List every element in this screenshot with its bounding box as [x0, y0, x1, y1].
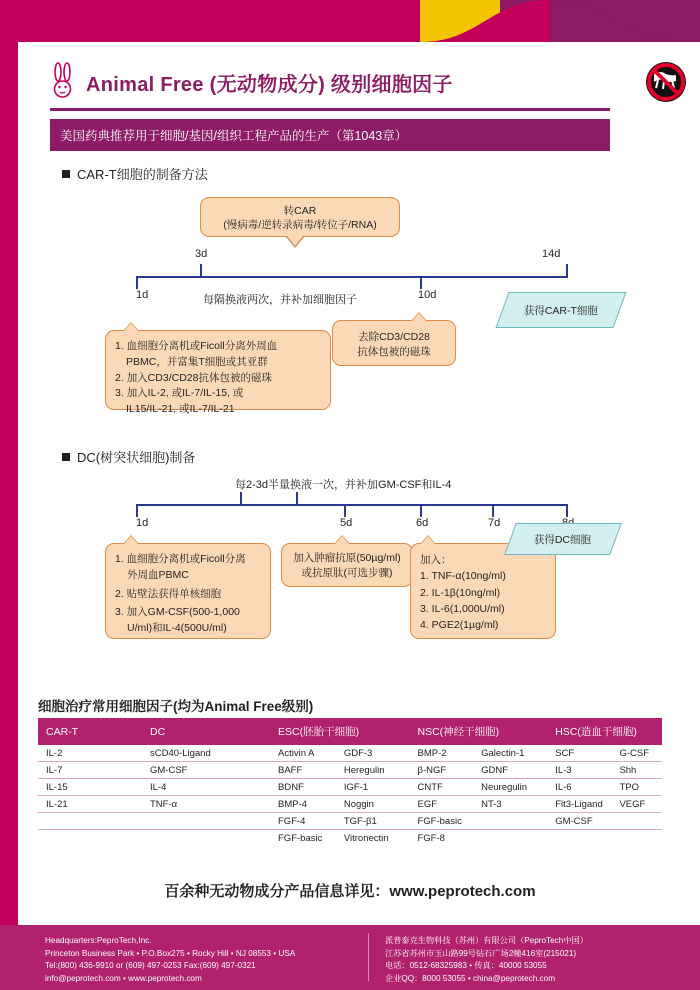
cell-nsc-a: BMP-2 — [409, 745, 473, 762]
cell-dc — [142, 813, 270, 830]
cell-nsc-a: EGF — [409, 796, 473, 813]
dc-antigen-callout: 加入肿瘤抗原(50µg/ml) 或抗原肽(可选步骤) — [281, 543, 413, 587]
car-t-label-10d: 10d — [418, 289, 437, 301]
table-body — [38, 745, 662, 846]
document-header — [50, 62, 650, 151]
cell-hsc-a: Flt3-Ligand — [547, 796, 611, 813]
car-t-result-label: 获得CAR-T细胞 — [523, 304, 599, 317]
cell-hsc-b — [611, 830, 662, 847]
dc-tick-8d — [566, 504, 568, 517]
dc-tick-a — [240, 492, 242, 505]
table-row — [38, 830, 662, 847]
cell-hsc-b: Shh — [611, 762, 662, 779]
car-t-tick-14d — [566, 264, 568, 277]
table-row — [38, 796, 662, 813]
footer-left-line-2: Princeton Business Park • P.O.Box275 • Rocky Hill • NJ 08553 • USA — [45, 948, 296, 958]
dc-timeline-line — [136, 504, 568, 506]
dc-result-diamond — [504, 523, 622, 555]
car-t-label-3d: 3d — [195, 248, 208, 260]
car-t-debead-callout: 去除CD3/CD28 抗体包被的磁珠 — [332, 320, 456, 366]
dc-label-6d: 6d — [416, 517, 429, 529]
dc-timeline-note: 每2-3d半量换液一次，并补加GM-CSF和IL-4 — [235, 479, 452, 491]
cell-hsc-b: VEGF — [611, 796, 662, 813]
dc-tick-6d — [420, 504, 422, 517]
cell-hsc-a: SCF — [547, 745, 611, 762]
left-edge-bar — [0, 0, 18, 990]
table-row — [38, 779, 662, 796]
car-t-tick-3d — [200, 264, 202, 277]
section-heading-text: CAR-T细胞的制备方法 — [77, 167, 208, 182]
cell-esc-b: IGF-1 — [336, 779, 410, 796]
car-t-label-1d: 1d — [136, 289, 149, 301]
cell-hsc-a — [547, 830, 611, 847]
cell-esc-a: Activin A — [270, 745, 336, 762]
car-t-step-1-line-2: PBMC，并富集T细胞或其亚群 — [126, 355, 268, 368]
dc-maturation-callout: 加入： 1. TNF-α(10ng/ml) 2. IL-1β(10ng/ml) 3. IL-6(1,000U/ml) 4. PGE2(1µg/ml) — [410, 543, 556, 639]
cell-hsc-a: GM-CSF — [547, 813, 611, 830]
car-t-timeline-note: 每隔换液两次，并补加细胞因子 — [203, 294, 357, 306]
table-row — [38, 762, 662, 779]
cell-nsc-b: Neuregulin — [473, 779, 547, 796]
cell-hsc-a: IL-3 — [547, 762, 611, 779]
dc-result-label: 获得DC细胞 — [534, 533, 592, 546]
car-t-step-3-line-2: IL15/IL-21, 或IL-7/IL-21 — [126, 403, 235, 415]
cell-nsc-a: CNTF — [409, 779, 473, 796]
cell-esc-b: GDF-3 — [336, 745, 410, 762]
cell-esc-a: FGF-basic — [278, 832, 323, 844]
cell-nsc-b: Galectin-1 — [473, 745, 547, 762]
cell-nsc-b — [473, 813, 547, 830]
table-header-nsc: NSC(神经干细胞) — [409, 718, 547, 745]
section-heading-text-dc: DC(树突状细胞)制备 — [77, 450, 196, 465]
section-heading-dc — [62, 447, 195, 466]
table-header-dc: DC — [142, 718, 270, 745]
car-t-step-2: 加入CD3/CD28抗体包被的磁珠 — [126, 371, 272, 384]
dc-step-callout-1: 1. 血细胞分离机或Ficoll分离 外周血PBMC 2. 贴壁法获得单核细胞 3. 加入GM-CSF(500-1,000 U/ml)和IL-4(500U/ml) — [105, 543, 271, 639]
title-underline — [50, 108, 610, 111]
cell-esc-a: BMP-4 — [270, 796, 336, 813]
page-footer — [0, 925, 700, 990]
table-header-esc: ESC(胚胎干细胞) — [270, 718, 409, 745]
cell-car-t: IL-7 — [38, 762, 142, 779]
dc-tick-5d — [344, 504, 346, 517]
cell-car-t: IL-21 — [38, 796, 142, 813]
rabbit-icon — [50, 62, 76, 102]
footer-left-line-3: Tel:(800) 436-9910 or (609) 497-0253 Fax:(609) 497-0321 — [45, 961, 256, 971]
cell-nsc-b — [473, 830, 547, 847]
footer-left-line-1: Headquarters:PeproTech,Inc. — [45, 936, 152, 945]
cell-esc-b: Heregulin — [336, 762, 410, 779]
table-row — [38, 745, 662, 762]
footer-right-line-3: 电话：0512-68325983 • 传真：40000 53055 — [385, 961, 547, 971]
header-bar-magenta — [0, 0, 420, 42]
cell-nsc-a: β-NGF — [409, 762, 473, 779]
footer-left-column — [45, 935, 295, 986]
car-t-step-1-line-1: 血细胞分离机或Ficoll分离外周血 — [126, 340, 278, 352]
cell-dc — [142, 830, 270, 847]
table-header-row — [38, 718, 662, 745]
cell-car-t — [38, 813, 142, 830]
table-title: 细胞治疗常用细胞因子(均为Animal Free级别) — [38, 699, 314, 714]
cell-dc: sCD40-Ligand — [142, 745, 270, 762]
cell-nsc-a: FGF-basic — [409, 813, 473, 830]
footer-right-column — [385, 935, 588, 986]
page-title: Animal Free (无动物成分) 级别细胞因子 — [86, 73, 453, 96]
dc-tick-b — [296, 492, 298, 505]
cell-car-t: IL-15 — [38, 779, 142, 796]
cell-esc-b: Vitronectin — [343, 832, 389, 844]
cell-dc: GM-CSF — [142, 762, 270, 779]
car-t-tick-10d — [420, 276, 422, 289]
car-t-result-diamond — [495, 292, 626, 328]
footer-right-line-4[interactable]: 企业QQ：8000 53055 • china@peprotech.com — [385, 974, 556, 984]
promo-text: 百余种无动物成分产品信息详见：www.peprotech.com — [164, 883, 536, 900]
section-heading-car-t — [62, 164, 208, 183]
dc-tick-7d — [492, 504, 494, 517]
cell-esc-a: BAFF — [270, 762, 336, 779]
cell-hsc-b: G-CSF — [611, 745, 662, 762]
page-subtitle: 美国药典推荐用于细胞/基因/组织工程产品的生产（第1043章） — [50, 119, 610, 151]
cell-nsc-a: FGF-8 — [417, 832, 445, 844]
car-t-tick-1d — [136, 276, 138, 289]
cell-esc-b: Noggin — [336, 796, 410, 813]
footer-right-line-2: 江苏省苏州市玉山路99号钻石广场2幢416室(215021) — [385, 948, 577, 958]
car-t-label-14d: 14d — [542, 248, 561, 260]
table-header-car-t: CAR-T — [38, 718, 142, 745]
cell-esc-b: TGF-β1 — [336, 813, 410, 830]
cell-nsc-b: GDNF — [473, 762, 547, 779]
cell-dc: TNF-α — [142, 796, 270, 813]
cell-esc-a: BDNF — [270, 779, 336, 796]
car-t-step-3-line-1: 加入IL-2, 或IL-7/IL-15, 或 — [126, 387, 244, 400]
cell-nsc-b: NT-3 — [473, 796, 547, 813]
bullet-square-icon — [62, 453, 70, 461]
cell-car-t — [38, 830, 142, 847]
dc-label-7d: 7d — [488, 517, 501, 529]
table-header-hsc: HSC(造血干细胞) — [547, 718, 662, 745]
car-t-step-callout-1: 1. 血细胞分离机或Ficoll分离外周血 PBMC，并富集T细胞或其亚群 2. 加入CD3/CD28抗体包被的磁珠 3. 加入IL-2, 或IL-7/IL-15, 或 IL15/IL-21, 或IL-7/IL-21 — [105, 330, 331, 410]
no-animal-icon — [644, 60, 688, 104]
footer-left-line-4[interactable]: info@peprotech.com • www.peprotech.com — [45, 974, 202, 984]
dc-tick-1d — [136, 504, 138, 517]
bullet-square-icon — [62, 170, 70, 178]
cell-dc: IL-4 — [142, 779, 270, 796]
car-transduction-box: 转CAR (慢病毒/逆转录病毒/转位子/RNA) — [200, 197, 400, 237]
cell-hsc-a: IL-6 — [547, 779, 611, 796]
cell-hsc-b: TPO — [611, 779, 662, 796]
cell-esc-a: FGF-4 — [270, 813, 336, 830]
cytokine-table — [38, 718, 662, 846]
dc-label-1d: 1d — [136, 517, 149, 529]
table-row — [38, 813, 662, 830]
footer-right-line-1: 派普泰克生物科技（苏州）有限公司（PeproTech中国） — [385, 936, 588, 945]
title-row — [50, 62, 650, 102]
dc-label-5d: 5d — [340, 517, 353, 529]
footer-divider — [368, 933, 369, 981]
cell-car-t: IL-2 — [38, 745, 142, 762]
cell-hsc-b — [611, 813, 662, 830]
